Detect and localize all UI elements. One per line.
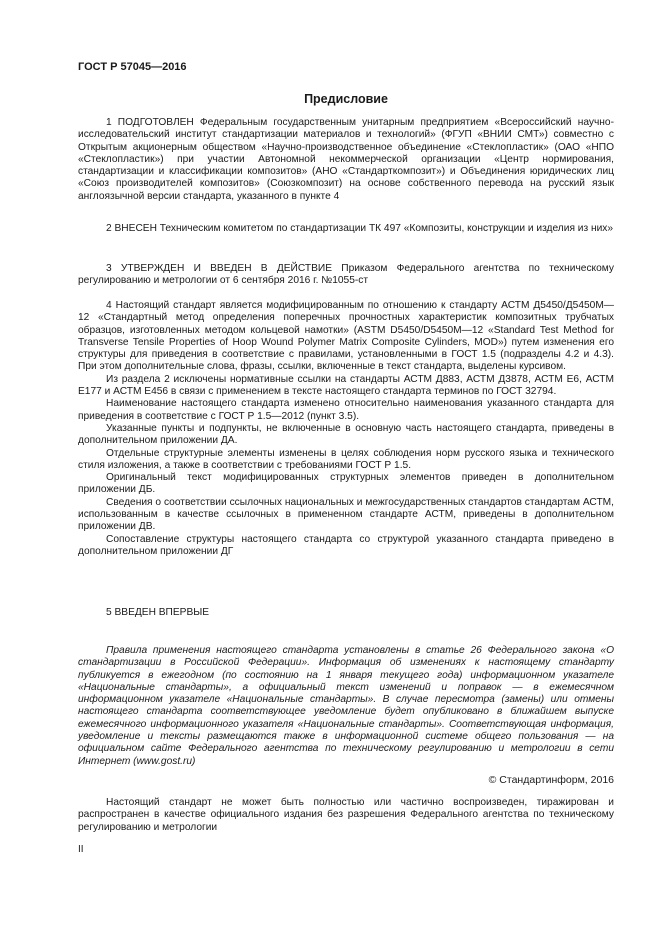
item-2-text: 2 ВНЕСЕН Техническим комитетом по стандартизации ТК 497 «Композиты, конструкции и изделия из них» — [106, 223, 614, 234]
item-4 — [78, 300, 614, 558]
document-code: ГОСТ Р 57045—2016 — [78, 61, 187, 73]
item-4-paragraph: Оригинальный текст модифицированных структурных элементов приведен в дополнительном приложении ДБ. — [78, 472, 614, 496]
reproduction-notice — [78, 797, 614, 834]
rules-notice — [78, 645, 614, 768]
item-4-paragraph: Указанные пункты и подпункты, не включенные в основную часть настоящего стандарта, приведены в дополнительном приложении ДА. — [78, 422, 614, 447]
item-5-text: 5 ВВЕДЕН ВПЕРВЫЕ — [106, 607, 210, 618]
item-5 — [78, 607, 614, 619]
item-4-paragraph: Из раздела 2 исключены нормативные ссылки на стандарты АСТМ Д883, АСТМ Д3878, АСТМ Е6, АСТМ Е177 и АСТМ Е456 в связи с применением в тексте настоящего стандарта терминов по ГОСТ 32794. — [78, 373, 614, 398]
item-3 — [78, 263, 614, 288]
page-title: Предисловие — [304, 92, 388, 106]
item-4-paragraph: 4 Настоящий стандарт является модифицированным по отношению к стандарту АСТМ Д5450/Д5450М—12 «Стандартный метод определения поперечных прочностных характеристик композитных трубчатых образцов, изготовленных методом кольцевой намотки» (ASTM D5450/D5450M—12 «Standard Test Method for Transverse Tensile Properties of Hoop Wound Polymer Matrix Composite Cylinders, MOD») путем изменения его структуры для приведения в соответствие с правилами, установленными в ГОСТ 1.5 (подразделы 4.2 и 4.3). При этом дополнительные слова, фразы, ссылки, включенные в текст стандарта, выделены курсивом. — [78, 300, 614, 373]
item-4-paragraph: Сопоставление структуры настоящего стандарта со структурой указанного стандарта приведено в дополнительном приложении ДГ — [78, 533, 614, 557]
item-4-paragraph: Отдельные структурные элементы изменены в целях соблюдения норм русского языка и технического стиля изложения, а также в соответствии с требованиями ГОСТ Р 1.5. — [78, 447, 614, 471]
item-4-paragraph: Наименование настоящего стандарта изменено относительно наименования указанного стандарта для приведения в соответствие с ГОСТ Р 1.5—2012 (пункт 3.5). — [78, 398, 614, 422]
item-2 — [78, 223, 614, 235]
reproduction-notice-text: Настоящий стандарт не может быть полностью или частично воспроизведен, тиражирован и распространен в качестве официального издания без разрешения Федерального агентства по техническому регулированию и метрологии — [78, 797, 614, 833]
rules-notice-text: Правила применения настоящего стандарта установлены в статье 26 Федерального закона «О стандартизации в Российской Федерации». Информация об изменениях к настоящему стандарту публикуется в ежегодном (по состоянию на 1 января текущего года) информационном указателе «Национальные стандарты», а официальный текст изменений и поправок — в ежемесячном информационном указателе «Национальные стандарты». В случае пересмотра (замены) или отмены настоящего стандарта соответствующее уведомление будет опубликовано в ближайшем выпуске ежемесячного информационного указателя «Национальные стандарты». Соответствующая информация, уведомление и тексты размещаются также в информационной системе общего пользования — на официальном сайте Федерального агентства по техническому регулированию и метрологии в сети Интернет (www.gost.ru) — [78, 645, 614, 767]
item-1-text: 1 ПОДГОТОВЛЕН Федеральным государственным унитарным предприятием «Всероссийский научно-исследовательский институт стандартизации материалов и технологий» (ФГУП «ВНИИ СМТ») совместно с Открытым акционерным обществом «Научно-производственное объединение «Стеклопластик» (ОАО «НПО «Стеклопластик») при участии Автономной некоммерческой организации «Центр нормирования, стандартизации и классификации композитов» (АНО «Стандарткомпозит») и Объединения юридических лиц «Союз производителей композитов» (Союзкомпозит) на основе собственного перевода на русский язык англоязычной версии стандарта, указанного в пункте 4 — [78, 117, 614, 202]
page-number: II — [78, 844, 84, 855]
item-3-text: 3 УТВЕРЖДЕН И ВВЕДЕН В ДЕЙСТВИЕ Приказом Федерального агентства по техническому регулированию и метрологии от 6 сентября 2016 г. №1055-ст — [78, 263, 614, 287]
item-1 — [78, 117, 614, 203]
copyright: © Стандартинформ, 2016 — [488, 774, 614, 786]
item-4-paragraph: Сведения о соответствии ссылочных национальных и межгосударственных стандартов стандартам АСТМ, использованным в качестве ссылочных в примененном стандарте АСТМ, приведены в дополнительном приложении ДВ. — [78, 496, 614, 533]
